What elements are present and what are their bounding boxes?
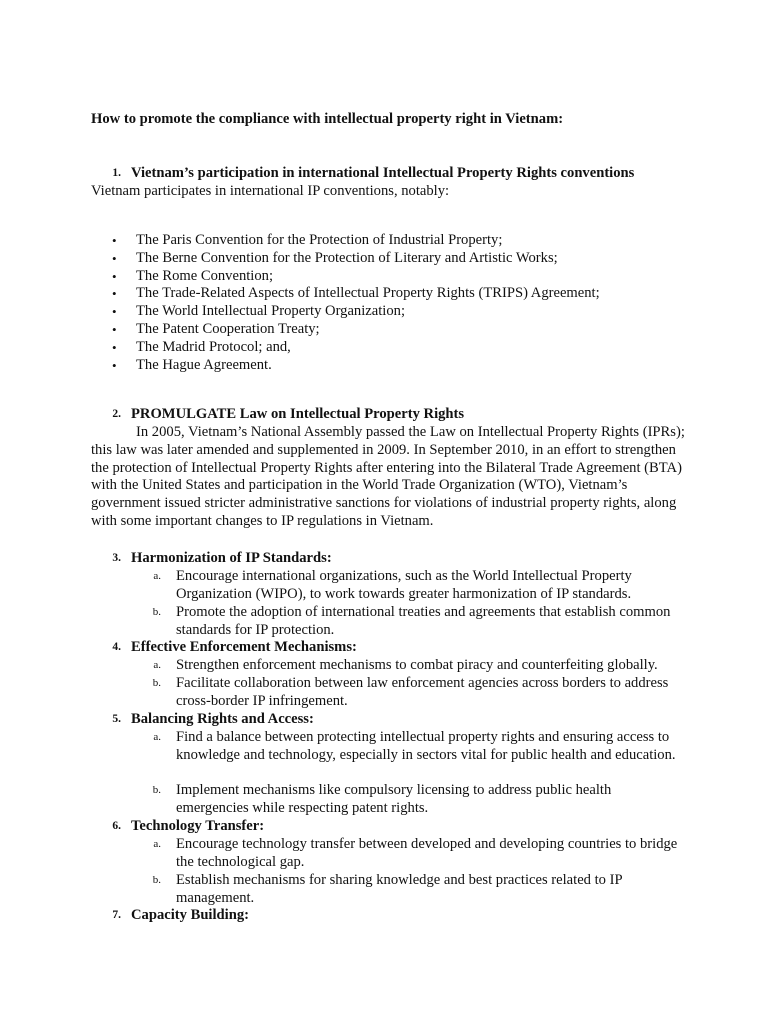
section-number: 7. (112, 909, 121, 921)
list-item (91, 268, 600, 286)
bullet-icon: • (112, 321, 117, 337)
bullet-icon: • (112, 250, 117, 266)
section-paragraph: In 2005, Vietnam’s National Assembly passed the Law on Intellectual Property Rights (IPRs); this law was later amended and supplemented in 2009. In September 2010, in an effort to strengthen the protection of Intellectual Property Rights after entering into the Bilateral Trade Agreement (BTA) with the United States and participation in the World Trade Organization (WTO), Vietnam’s government issued stricter administrative sanctions for violations of industrial property rights, along with some important changes to IP regulations in Vietnam. (91, 424, 685, 529)
section-number: 2. (112, 408, 121, 420)
section-intro: Vietnam participates in international IP conventions, notably: (91, 183, 450, 199)
section-heading: Harmonization of IP Standards: (131, 550, 332, 566)
sub-item (131, 657, 681, 675)
sub-item-text: Encourage international organizations, such as the World Intellectual Property Organization (WIPO), to work towards greater harmonization of IP standards. (176, 568, 632, 602)
list-item-text: The Trade-Related Aspects of Intellectual Property Rights (TRIPS) Agreement; (136, 285, 600, 302)
section-heading: PROMULGATE Law on Intellectual Property Rights (131, 406, 465, 422)
list-item (91, 232, 600, 250)
sub-item-letter: b. (152, 874, 161, 886)
section-number: 5. (112, 713, 121, 725)
sub-item (131, 782, 681, 818)
list-item-text: The Madrid Protocol; and, (136, 338, 291, 355)
list-item-text: The Patent Cooperation Treaty; (136, 320, 320, 337)
list-item (91, 285, 600, 303)
sub-item-text: Encourage technology transfer between developed and developing countries to bridge the technological gap. (176, 836, 678, 870)
sub-item-text: Establish mechanisms for sharing knowledge and best practices related to IP management. (176, 872, 623, 906)
sub-item-letter: b. (152, 677, 161, 689)
bullet-icon: • (112, 357, 117, 373)
bullet-icon: • (112, 339, 117, 355)
sub-item-letter: b. (152, 784, 161, 796)
bullet-icon: • (112, 233, 117, 248)
section-number: 3. (112, 552, 121, 564)
sub-item-text: Implement mechanisms like compulsory licensing to address public health emergencies while respecting patent rights. (176, 782, 612, 816)
list-item (91, 339, 600, 357)
sub-item-letter: a. (153, 659, 161, 671)
sub-item (131, 836, 681, 872)
list-item (91, 321, 600, 339)
document-title: How to promote the compliance with intellectual property right in Vietnam: (91, 111, 564, 127)
section-heading: Vietnam’s participation in international Intellectual Property Rights conventions (131, 165, 635, 181)
section-heading: Capacity Building: (131, 907, 249, 923)
sub-item-text: Strengthen enforcement mechanisms to combat piracy and counterfeiting globally. (176, 657, 658, 673)
sub-item-text: Promote the adoption of international treaties and agreements that establish common standards for IP protection. (176, 604, 671, 638)
sub-item (131, 872, 681, 908)
list-item-text: The World Intellectual Property Organization; (136, 303, 406, 320)
sub-item-letter: a. (153, 570, 161, 582)
list-item-text: The Rome Convention; (136, 267, 274, 284)
list-item (91, 303, 600, 321)
sub-item-letter: a. (153, 731, 161, 743)
section-number: 1. (112, 167, 121, 179)
sub-item (131, 568, 681, 604)
sub-item-text: Find a balance between protecting intellectual property rights and ensuring access to knowledge and technology, especially in sectors vital for public health and education. (176, 729, 676, 763)
section-heading: Effective Enforcement Mechanisms: (131, 639, 357, 655)
sub-item-text: Facilitate collaboration between law enforcement agencies across borders to address cross-border IP infringement. (176, 675, 669, 709)
section-heading: Balancing Rights and Access: (131, 711, 314, 727)
sub-item (131, 729, 681, 765)
sub-item-letter: a. (153, 838, 161, 850)
sub-item (131, 675, 681, 711)
sub-item-letter: b. (152, 606, 161, 618)
bullet-icon: • (112, 268, 117, 284)
bullet-icon: • (112, 304, 117, 320)
convention-list (91, 232, 600, 374)
sub-item (131, 604, 681, 640)
list-item-text: The Berne Convention for the Protection of Literary and Artistic Works; (136, 249, 558, 266)
list-item-text: The Hague Agreement. (136, 356, 272, 373)
list-item-text: The Paris Convention for the Protection of Industrial Property; (136, 232, 503, 248)
list-item (91, 250, 600, 268)
section-number: 4. (112, 641, 121, 653)
bullet-icon: • (112, 286, 117, 302)
section-heading: Technology Transfer: (131, 818, 265, 834)
section-number: 6. (112, 820, 121, 832)
list-item (91, 357, 600, 375)
